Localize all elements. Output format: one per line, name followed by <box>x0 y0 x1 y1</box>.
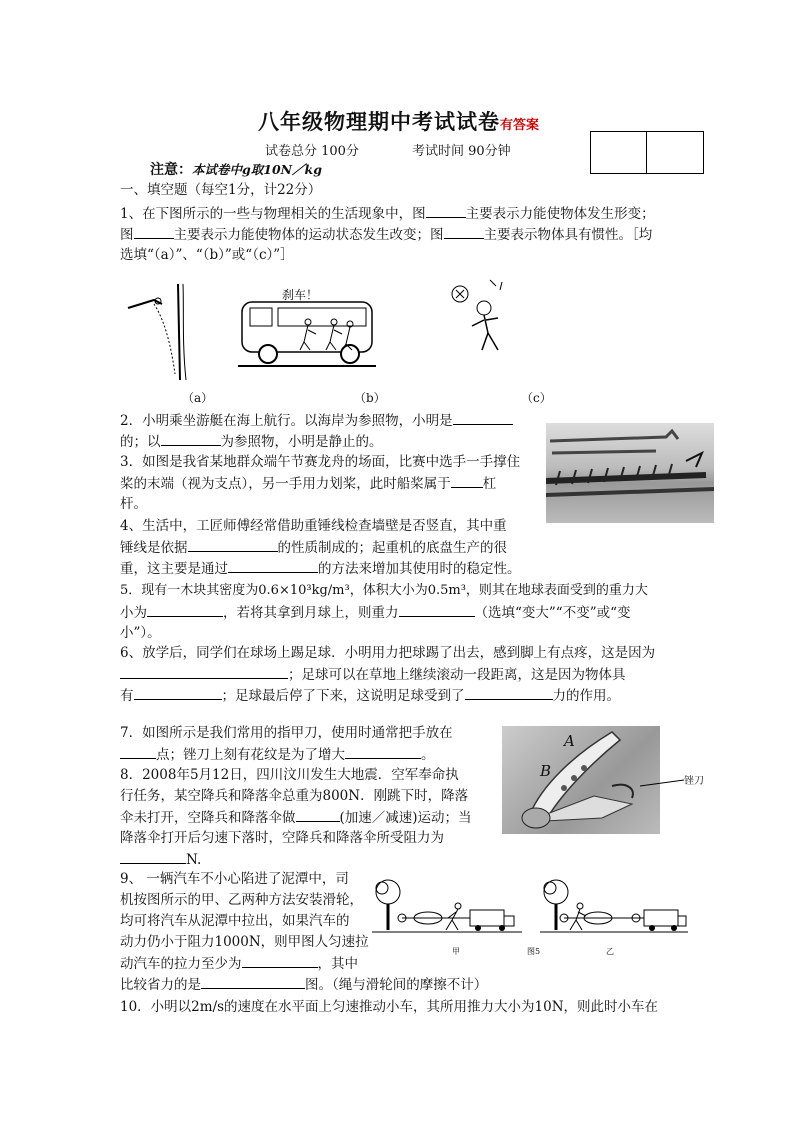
q9-line6: 比较省力的是 图。（绳与滑轮间的摩擦不计） <box>120 974 487 996</box>
q8-line3: 伞未打开，空降兵和降落伞做 (加速／减速)运动；当 <box>120 807 472 829</box>
q6-blank-3[interactable] <box>465 685 553 700</box>
total-score: 试卷总分 100分 <box>265 144 359 159</box>
q2-blank-2[interactable] <box>161 431 221 446</box>
file-pointer-line <box>640 778 684 790</box>
q5-line2: 小为 ，若将其拿到月球上，则重力 （选填“变大”“不变”或“变 <box>120 602 631 624</box>
q10-line1: 10．小明以2m/s的速度在水平面上匀速推动小车，其所用推力大小为10N，则此时小车在 <box>120 999 659 1015</box>
figure-jia-label: 甲 <box>452 947 460 956</box>
q3-blank[interactable] <box>451 473 483 488</box>
brake-label: 刹车！ <box>282 288 319 302</box>
q9-blank-1[interactable] <box>242 953 318 968</box>
exam-time: 考试时间 90分钟 <box>412 144 511 159</box>
page-title: 八年级物理期中考试试卷有答案 <box>258 109 540 134</box>
q9-line4: 动力仍小于阻力1000N，则甲图人匀速拉 <box>120 934 369 950</box>
q9-line1: 9、 一辆汽车不小心陷进了泥潭中，司 <box>120 871 349 887</box>
figure-c-header <box>448 278 518 358</box>
q6-line2: ；足球可以在草地上继续滚动一段距离，这是因为物体具 <box>120 664 626 686</box>
q1-line2: 图 主要表示力能使物体的运动状态发生改变；图 主要表示物体具有惯性。［均 <box>120 224 652 246</box>
figure-a-label: （a） <box>182 391 214 405</box>
q9-line2: 机按图所示的甲、乙两种方法安装滑轮， <box>120 892 363 908</box>
q9-line3: 均可将汽车从泥潭中拉出，如果汽车的 <box>120 913 350 929</box>
q4-line2: 锤线是依据 的性质制成的；起重机的底盘生产的很 <box>120 537 507 559</box>
q9-blank-2[interactable] <box>201 974 305 989</box>
q8-line2: 行任务，某空降兵和降落伞总重为800N．刚跳下时，降落 <box>120 788 469 804</box>
note-text: 本试卷中g取10N／kg <box>192 162 322 177</box>
q8-line4: 降落伞打开后匀速下落时，空降兵和降落伞所受阻力为 <box>120 830 444 846</box>
q3-line3: 杆。 <box>120 496 147 512</box>
figure-a-diver <box>118 282 198 382</box>
figure-jia <box>372 880 522 932</box>
score-cell-1[interactable] <box>591 132 647 173</box>
q4-line1: 4、生活中，工匠师傅经常借助重锤线检查墙壁是否竖直，其中重 <box>120 518 507 534</box>
q4-line3: 重，这主要是通过 的方法来增加其使用时的稳定性。 <box>120 558 521 580</box>
q1-line1: 1、在下图所示的一些与物理相关的生活现象中，图 主要表示力能使物体发生形变； <box>120 203 655 225</box>
q6-line1: 6、放学后，同学们在球场上踢足球．小明用力把球踢了出去，感到脚上有点疼，这是因为 <box>120 645 656 661</box>
q6-line3: 有 ；足球最后停了下来，这说明足球受到了 力的作用。 <box>120 685 620 707</box>
section-heading: 一、填空题（每空1分，计22分） <box>120 182 322 198</box>
q6-blank-1[interactable] <box>120 664 288 679</box>
q5-blank-2[interactable] <box>399 602 475 617</box>
figure-b-label: （b） <box>354 391 386 405</box>
q6-blank-2[interactable] <box>134 685 222 700</box>
figure-b-bus <box>238 298 378 370</box>
q8-line1: 8．2008年5月12日，四川汶川发生大地震．空军奉命执 <box>120 767 459 783</box>
q2-line1: 2．小明乘坐游艇在海上航行。以海岸为参照物，小明是 <box>120 410 513 432</box>
q3-line2: 桨的末端（视为支点），另一手用力划桨，此时船桨属于 杠 <box>120 473 496 495</box>
title-suffix: 有答案 <box>500 118 540 133</box>
q8-line5: N. <box>120 849 201 871</box>
pulley-figures <box>372 874 692 944</box>
q3-line1: 3．如图是我省某地群众端午节赛龙舟的场面，比赛中选手一手撑住 <box>120 454 521 470</box>
figure-yi-label: 乙 <box>606 947 614 956</box>
q1-blank-1[interactable] <box>426 203 466 218</box>
nail-clipper-photo <box>502 726 660 834</box>
q5-blank-1[interactable] <box>147 602 223 617</box>
q7-line1: 7．如图所示是我们常用的指甲刀，使用时通常把手放在 <box>120 725 453 741</box>
figure-c-label: （c） <box>521 391 552 405</box>
q7-blank-1[interactable] <box>120 744 156 759</box>
q2-blank-1[interactable] <box>453 410 513 425</box>
q8-blank-2[interactable] <box>120 849 186 864</box>
note: 注意：本试卷中g取10N／kg <box>150 162 322 178</box>
figure-yi <box>540 880 688 932</box>
score-box <box>590 131 704 174</box>
q2-line2: 的；以 为参照物，小明是静止的。 <box>120 431 383 453</box>
q1-blank-2[interactable] <box>134 224 174 239</box>
q5-line1: 5．现有一木块其密度为0.6×10³kg/m³，体积大小为0.5m³，则其在地球表面受到的重力大 <box>120 583 648 598</box>
q4-blank-2[interactable] <box>228 558 318 573</box>
figure-number-label: 图5 <box>527 947 541 956</box>
q8-blank-1[interactable] <box>296 807 340 822</box>
dragon-boat-photo <box>546 423 714 523</box>
label-b: B <box>540 762 552 780</box>
q1-line3: 选填“（a）”、“（b）”或“（c）”］ <box>120 247 294 263</box>
q7-line2: 点；锉刀上刻有花纹是为了增大 。 <box>120 744 435 766</box>
label-a: A <box>564 732 575 750</box>
q1-blank-3[interactable] <box>444 224 484 239</box>
score-cell-2[interactable] <box>647 132 702 173</box>
q7-blank-2[interactable] <box>345 744 421 759</box>
label-file: 锉刀 <box>684 776 704 787</box>
q9-line5: 动汽车的拉力至少为 ，其中 <box>120 953 358 975</box>
q4-blank-1[interactable] <box>188 537 278 552</box>
q5-line3: 小”）。 <box>120 625 161 641</box>
